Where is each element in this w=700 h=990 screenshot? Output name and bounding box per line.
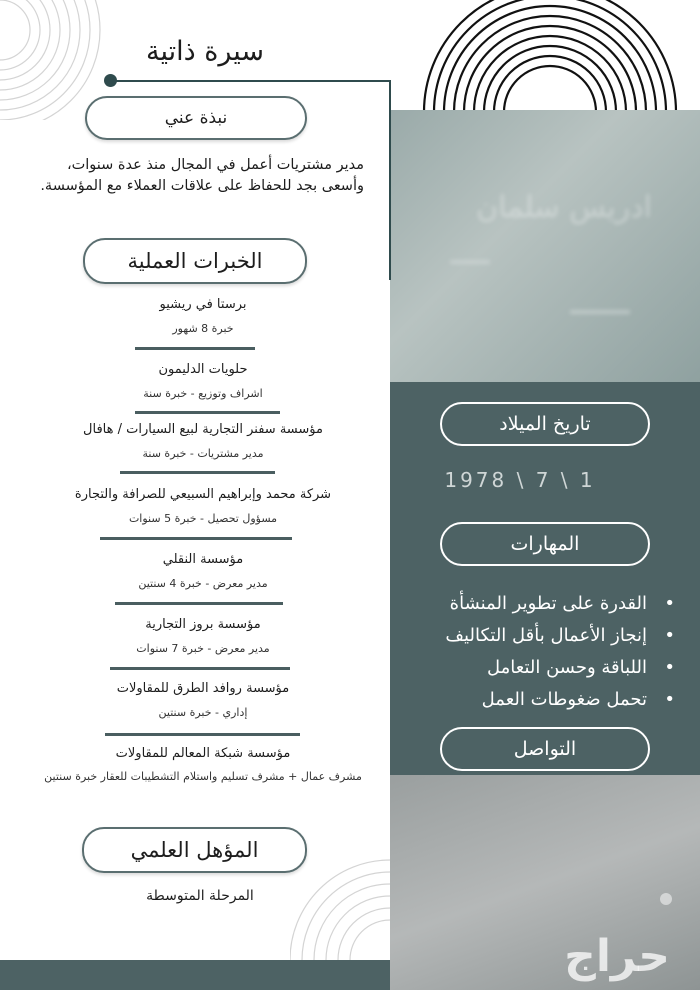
- document-title: سيرة ذاتية: [145, 36, 265, 67]
- birth-date-heading: تاريخ الميلاد: [440, 402, 650, 446]
- blurred-name: ادريس سلمان: [476, 190, 652, 225]
- experience-company: مؤسسة شبكة المعالم للمقاولات: [115, 746, 291, 761]
- education-value: المرحلة المتوسطة: [146, 888, 254, 904]
- experience-company: مؤسسة بروز التجارية: [145, 617, 261, 632]
- title-dot: [104, 74, 117, 87]
- experience-detail: اشراف وتوزيع - خبرة سنة: [143, 387, 263, 400]
- skills-heading: المهارات: [440, 522, 650, 566]
- education-heading: المؤهل العلمي: [82, 827, 307, 873]
- experience-item: [28, 551, 378, 592]
- experience-item: [28, 680, 378, 721]
- experience-separator: [105, 733, 300, 736]
- experience-separator: [120, 471, 275, 474]
- experience-separator: [135, 411, 280, 414]
- skill-item: • القدرة على تطوير المنشأة: [400, 588, 675, 620]
- experience-separator: [110, 667, 290, 670]
- blurred-line: [450, 260, 490, 264]
- experience-detail: مدير معرض - خبرة 7 سنوات: [136, 642, 270, 655]
- haraj-watermark: حراج: [564, 931, 670, 982]
- skill-item: • تحمل ضغوطات العمل: [400, 684, 675, 716]
- experience-detail: مسؤول تحصيل - خبرة 5 سنوات: [128, 512, 278, 525]
- birth-date-value: 1978 \ 7 \ 1: [444, 468, 596, 492]
- experience-item: [28, 745, 378, 785]
- about-text: مدير مشتريات أعمل في المجال منذ عدة سنوات، وأسعى بجد للحفاظ على علاقات العملاء مع المؤسسة.: [40, 157, 364, 194]
- experience-company: مؤسسة سفنر التجارية لبيع السيارات / هافال: [83, 422, 323, 437]
- title-underline: [110, 80, 390, 82]
- experience-item: [28, 616, 378, 657]
- experience-detail: إداري - خبرة سنتين: [158, 706, 248, 719]
- experience-item: [28, 486, 378, 527]
- experience-item: [28, 296, 378, 337]
- skill-item: • إنجاز الأعمال بأقل التكاليف: [400, 620, 675, 652]
- experience-company: برستا في ريشيو: [159, 297, 247, 312]
- experience-company: مؤسسة روافد الطرق للمقاولات: [116, 681, 290, 696]
- experience-detail: مدير معرض - خبرة 4 سنتين: [138, 577, 268, 590]
- experience-item: [28, 361, 378, 402]
- blurred-dot: [660, 893, 672, 905]
- profile-photo-blurred: [390, 110, 700, 382]
- experience-item: [28, 421, 378, 462]
- experience-company: مؤسسة النقلي: [162, 552, 244, 567]
- experience-detail: خبرة 8 شهور: [172, 322, 234, 335]
- blurred-line: [570, 310, 630, 314]
- experience-separator: [100, 537, 292, 540]
- contact-info-blurred: [390, 775, 700, 990]
- experience-company: حلويات الدليمون: [158, 362, 248, 377]
- contact-heading: التواصل: [440, 727, 650, 771]
- vertical-divider: [389, 80, 391, 280]
- experience-company: شركة محمد وإبراهيم السبيعي للصرافة والتجارة: [74, 487, 332, 502]
- experience-heading: الخبرات العملية: [83, 238, 307, 284]
- bottom-bar: [0, 960, 390, 990]
- about-heading: نبذة عني: [85, 96, 307, 140]
- experience-detail: مشرف عمال + مشرف تسليم واستلام التشطيبات للعقار خبرة سنتين: [44, 770, 362, 783]
- experience-detail: مدير مشتريات - خبرة سنة: [142, 447, 264, 460]
- skill-item: • اللباقة وحسن التعامل: [400, 652, 675, 684]
- decorative-arcs-top-right: [420, 0, 700, 112]
- experience-separator: [115, 602, 283, 605]
- skills-list: [400, 588, 675, 716]
- experience-separator: [135, 347, 255, 350]
